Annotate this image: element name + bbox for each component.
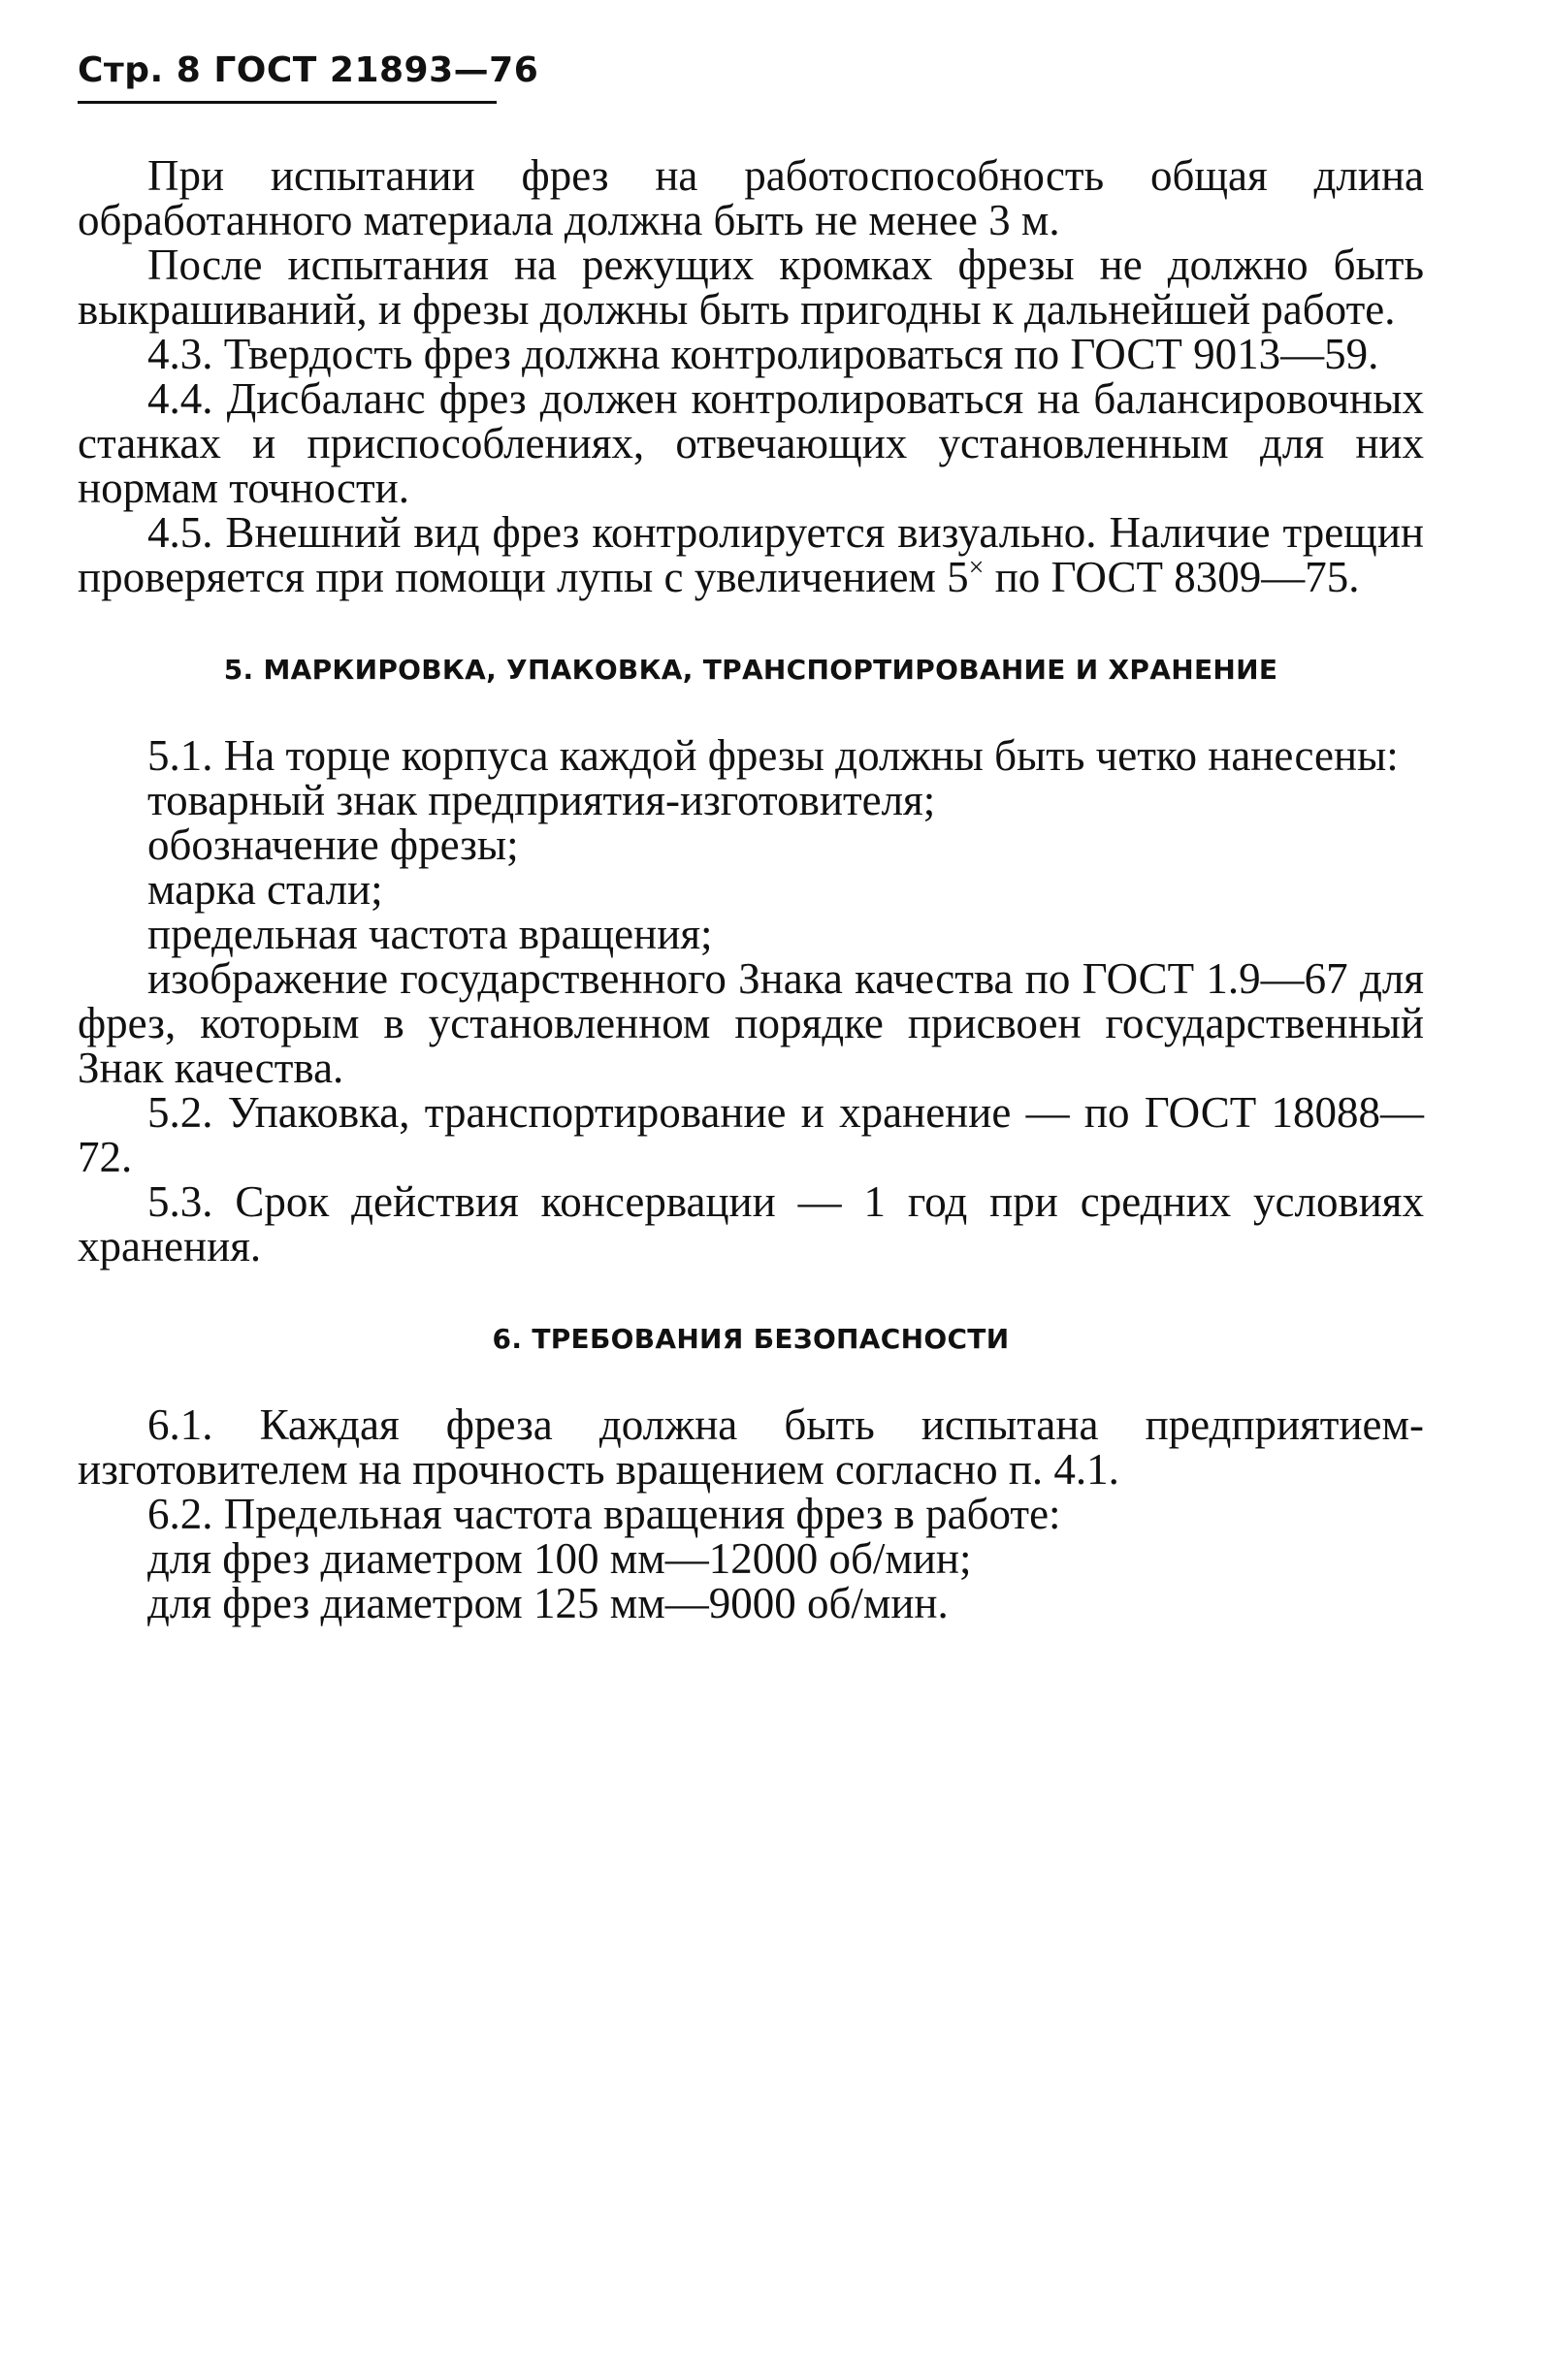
paragraph-4-5	[78, 510, 1424, 599]
paragraph-4-4: 4.4. Дисбаланс фрез должен контролироваться на балансировочных станках и приспособлениях, отвечающих установленным для них нормам точности.	[78, 374, 1424, 512]
paragraph-5-1: 5.1. На торце корпуса каждой фрезы должны быть четко нанесены:	[147, 731, 1399, 780]
list-item: марка стали;	[147, 865, 383, 914]
paragraph-4-5-tail: по ГОСТ 8309—75.	[984, 553, 1360, 601]
list-item: для фрез диаметром 125 мм—9000 об/мин.	[147, 1579, 949, 1627]
list-item: предельная частота вращения;	[147, 910, 713, 958]
paragraph-4-3: 4.3. Твердость фрез должна контролироваться по ГОСТ 9013—59.	[147, 330, 1379, 378]
paragraph-test-length: При испытании фрез на работоспособность общая длина обработанного материала должна быть не менее 3 м.	[78, 151, 1424, 244]
list-item: обозначение фрезы;	[147, 820, 519, 869]
magnification-mark: ×	[968, 553, 985, 583]
list-item: товарный знак предприятия-изготовителя;	[147, 776, 936, 824]
document-body	[78, 153, 1424, 1625]
paragraph-quality-mark: изображение государственного Знака качества по ГОСТ 1.9—67 для фрез, которым в установленном порядке присвоен государственный Знак качества.	[78, 954, 1424, 1092]
page-header: Стр. 8 ГОСТ 21893—76	[78, 50, 539, 90]
paragraph-6-1: 6.1. Каждая фреза должна быть испытана предприятием-изготовителем на прочность вращением согласно п. 4.1.	[78, 1400, 1424, 1494]
section-6-title: 6. ТРЕБОВАНИЯ БЕЗОПАСНОСТИ	[492, 1323, 1010, 1355]
paragraph-5-2: 5.2. Упаковка, транспортирование и хранение — по ГОСТ 18088—72.	[78, 1088, 1424, 1181]
paragraph-5-3: 5.3. Срок действия консервации — 1 год при средних условиях хранения.	[78, 1177, 1424, 1270]
paragraph-4-5-text: 4.5. Внешний вид фрез контролируется визуально. Наличие трещин проверяется при помощи лупы с увеличением 5	[78, 508, 1424, 601]
paragraph-after-test: После испытания на режущих кромках фрезы не должно быть выкрашиваний, и фрезы должны быть пригодны к дальнейшей работе.	[78, 241, 1424, 334]
header-rule	[78, 101, 497, 104]
list-item: для фрез диаметром 100 мм—12000 об/мин;	[147, 1534, 972, 1583]
section-5-title: 5. МАРКИРОВКА, УПАКОВКА, ТРАНСПОРТИРОВАНИЕ И ХРАНЕНИЕ	[223, 654, 1278, 686]
paragraph-6-2: 6.2. Предельная частота вращения фрез в работе:	[147, 1490, 1061, 1538]
